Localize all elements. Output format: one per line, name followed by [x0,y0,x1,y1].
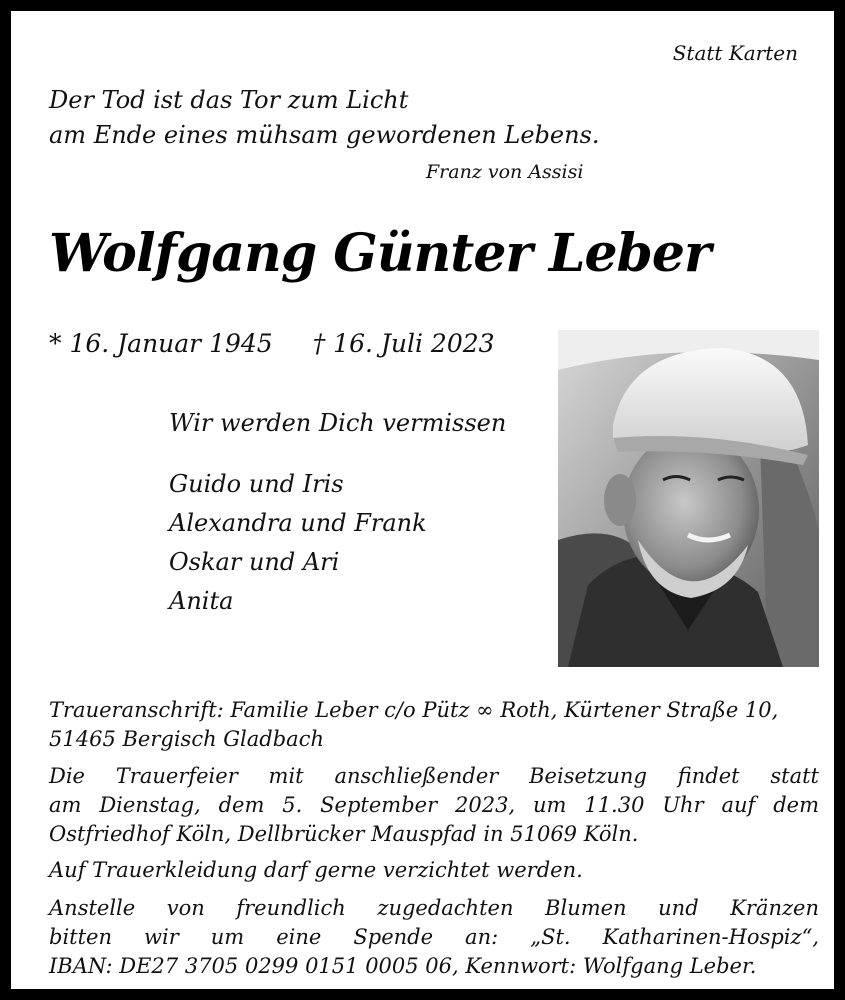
ceremony-line-1: Die Trauerfeier mit anschließender Beisetzung findet statt [49,764,819,788]
address-line-1: Traueranschrift: Familie Leber c/o Pütz ∞ Roth, Kürtener Straße 10, [49,698,779,722]
mourner: Oskar und Ari [169,548,340,576]
life-dates [49,329,495,358]
deceased-name: Wolfgang Günter Leber [49,223,711,284]
quote-line-1: Der Tod ist das Tor zum Licht [49,86,409,114]
mourning-address [49,696,819,754]
ceremony-line-2: am Dienstag, dem 5. September 2023, um 11.30 Uhr auf dem [49,793,819,817]
farewell-text: Wir werden Dich vermissen [169,409,507,437]
donation-line-3: IBAN: DE27 3705 0299 0151 0005 06, Kennwort: Wolfgang Leber. [49,954,757,978]
birth-date: * 16. Januar 1945 [49,329,273,358]
attire-note: Auf Trauerkleidung darf gerne verzichtet werden. [49,858,583,882]
ceremony-info [49,762,819,849]
quote-line-2: am Ende eines mühsam gewordenen Lebens. [49,121,600,149]
donation-line-2: bitten wir um eine Spende an: „St. Katharinen-Hospiz“, [49,925,819,949]
address-line-2: 51465 Bergisch Gladbach [49,727,324,751]
ceremony-line-3: Ostfriedhof Köln, Dellbrücker Mauspfad in 51069 Köln. [49,822,639,846]
quote-author: Franz von Assisi [426,161,584,183]
statt-karten-label: Statt Karten [672,41,798,65]
donation-line-1: Anstelle von freundlich zugedachten Blumen und Kränzen [49,896,819,920]
mourner: Alexandra und Frank [169,509,427,537]
mourner: Guido und Iris [169,470,344,498]
death-date: † 16. Juli 2023 [312,329,495,358]
quote-block [49,83,600,153]
mourners-list [169,465,427,621]
portrait-photo [558,330,819,667]
donation-info [49,894,819,981]
mourner: Anita [169,587,234,615]
